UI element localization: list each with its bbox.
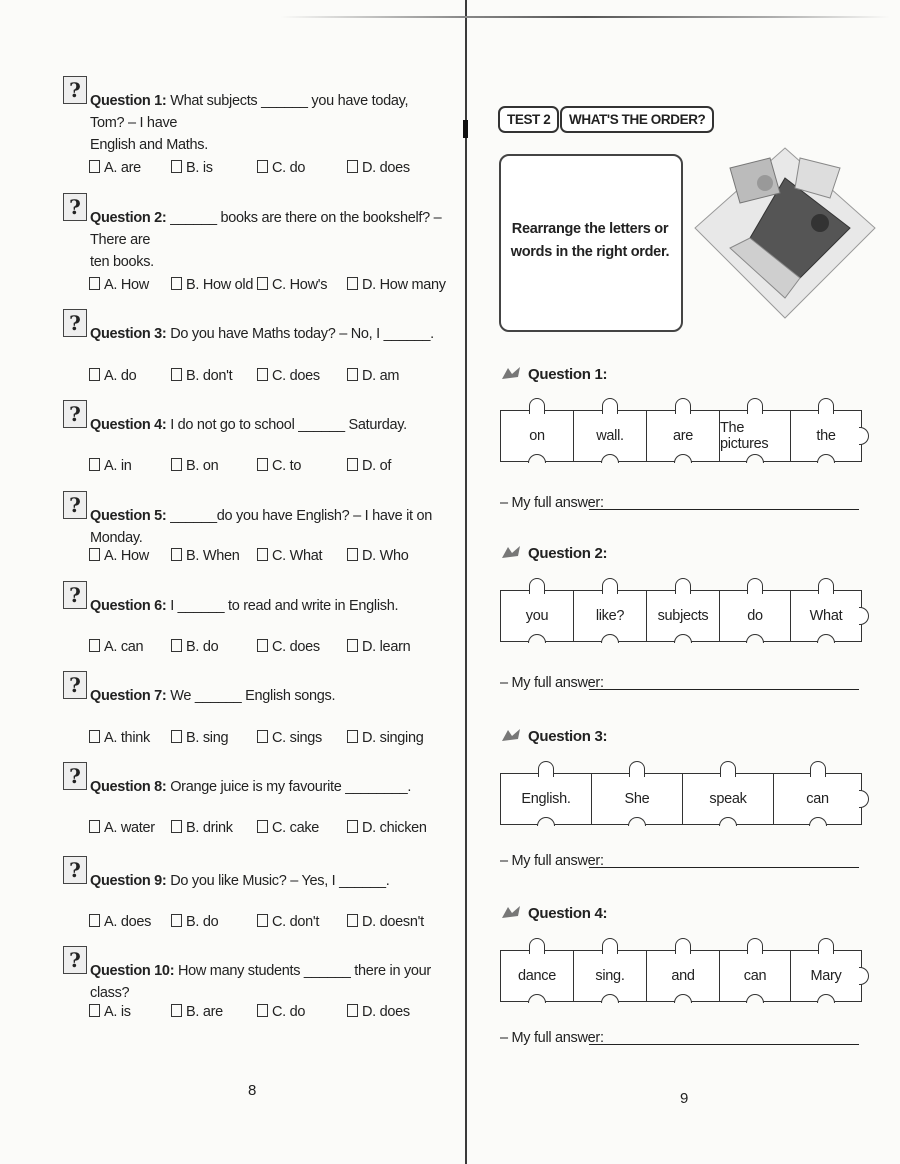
question-mark-icon: ? — [63, 671, 87, 699]
option-checkbox[interactable]: A. water — [89, 820, 155, 836]
question-10 — [63, 948, 443, 1004]
option-checkbox[interactable]: A. in — [89, 458, 132, 474]
puzzle-piece[interactable] — [573, 590, 647, 642]
instruction-line: words in the right order. — [510, 244, 670, 260]
puzzle-word: are — [672, 428, 694, 444]
puzzle-illustration-icon — [690, 138, 880, 328]
puzzle-word: can — [743, 968, 767, 984]
option-checkbox[interactable]: B. drink — [171, 820, 233, 836]
option-checkbox[interactable]: A. think — [89, 730, 150, 746]
option-checkbox[interactable]: C. How's — [257, 277, 327, 293]
option-checkbox[interactable]: C. to — [257, 458, 301, 474]
scan-edge-line — [280, 16, 890, 18]
option-checkbox[interactable]: A. How — [89, 277, 149, 293]
option-checkbox[interactable]: C. do — [257, 1004, 305, 1020]
question-7 — [63, 673, 443, 707]
option-checkbox[interactable]: A. does — [89, 914, 151, 930]
question-label: Question 2: — [528, 545, 608, 562]
puzzle-piece-icon — [500, 544, 524, 560]
puzzle-piece[interactable] — [573, 410, 647, 462]
question-text: I do not go to school ______ Saturday. — [170, 417, 407, 433]
question-text: Do you have Maths today? – No, I ______. — [170, 326, 434, 342]
puzzle-word: do — [747, 608, 763, 624]
option-checkbox[interactable]: B. How old — [171, 277, 253, 293]
question-4 — [63, 402, 443, 436]
question-mark-icon: ? — [63, 76, 87, 104]
puzzle-piece[interactable] — [646, 410, 720, 462]
puzzle-piece[interactable] — [500, 410, 574, 462]
answer-input[interactable] — [589, 1044, 859, 1045]
puzzle-piece[interactable] — [719, 410, 791, 462]
option-checkbox[interactable]: C. does — [257, 639, 320, 655]
option-checkbox[interactable]: C. does — [257, 368, 320, 384]
question-label: Question 1: — [90, 93, 167, 109]
option-checkbox[interactable]: D. does — [347, 160, 410, 176]
puzzle-word: What — [809, 608, 843, 624]
puzzle-word: She — [624, 791, 650, 807]
answer-line-1[interactable] — [500, 495, 604, 511]
puzzle-word: English. — [521, 791, 571, 807]
question-label: Question 7: — [90, 688, 167, 704]
question-label: Question 1: — [528, 366, 608, 383]
page-gutter — [465, 0, 467, 1164]
page-number: 9 — [680, 1090, 689, 1107]
puzzle-piece[interactable] — [773, 773, 862, 825]
answer-label: – My full answer: — [500, 495, 604, 511]
puzzle-piece-icon — [500, 727, 524, 743]
question-mark-icon: ? — [63, 856, 87, 884]
option-checkbox[interactable]: C. cake — [257, 820, 319, 836]
option-checkbox[interactable]: B. sing — [171, 730, 228, 746]
puzzle-question-4-title — [500, 904, 607, 922]
puzzle-word: the — [816, 428, 836, 444]
puzzle-word: can — [806, 791, 829, 807]
option-checkbox[interactable]: B. is — [171, 160, 213, 176]
question-2 — [63, 195, 443, 273]
puzzle-word: subjects — [657, 608, 709, 624]
puzzle-piece[interactable] — [790, 950, 862, 1002]
question-8 — [63, 764, 443, 798]
option-checkbox[interactable]: A. How — [89, 548, 149, 564]
puzzle-word: you — [525, 608, 549, 624]
question-text: How many students ______ there in your class? — [90, 963, 431, 1001]
question-label: Question 8: — [90, 779, 167, 795]
puzzle-piece[interactable] — [573, 950, 647, 1002]
puzzle-piece[interactable] — [719, 590, 791, 642]
question-label: Question 3: — [528, 728, 608, 745]
option-checkbox[interactable]: D. of — [347, 458, 391, 474]
instruction-text — [510, 218, 670, 264]
scan-mark — [463, 120, 468, 138]
question-label: Question 10: — [90, 963, 175, 979]
answer-input[interactable] — [589, 867, 859, 868]
option-checkbox[interactable]: C. sings — [257, 730, 322, 746]
puzzle-piece[interactable] — [790, 410, 862, 462]
answer-label: – My full answer: — [500, 853, 604, 869]
puzzle-piece[interactable] — [646, 950, 720, 1002]
puzzle-question-2-title — [500, 544, 607, 562]
puzzle-piece[interactable] — [591, 773, 683, 825]
option-checkbox[interactable]: B. on — [171, 458, 218, 474]
puzzle-word: The pictures — [720, 420, 769, 452]
question-text: Do you like Music? – Yes, I ______. — [170, 873, 390, 889]
question-text: I ______ to read and write in English. — [170, 598, 399, 614]
answer-label: – My full answer: — [500, 675, 604, 691]
question-text-continued: ten books. — [90, 254, 154, 270]
puzzle-piece-icon — [500, 365, 524, 381]
question-text: Orange juice is my favourite ________. — [170, 779, 412, 795]
puzzle-word: sing. — [595, 968, 625, 984]
answer-line-2[interactable] — [500, 675, 604, 691]
option-checkbox[interactable]: A. is — [89, 1004, 131, 1020]
question-label: Question 3: — [90, 326, 167, 342]
question-text: ______do you have English? – I have it on Monday. — [90, 508, 433, 546]
puzzle-piece-icon — [500, 904, 524, 920]
puzzle-piece[interactable] — [719, 950, 791, 1002]
puzzle-piece[interactable] — [500, 950, 574, 1002]
puzzle-piece[interactable] — [500, 773, 592, 825]
test-title-badge: WHAT'S THE ORDER? — [560, 106, 714, 133]
option-checkbox[interactable]: D. singing — [347, 730, 423, 746]
question-5 — [63, 493, 443, 549]
puzzle-piece[interactable] — [682, 773, 774, 825]
question-text: We ______ English songs. — [170, 688, 336, 704]
option-checkbox[interactable]: A. can — [89, 639, 143, 655]
puzzle-word: like? — [595, 608, 625, 624]
puzzle-word: and — [671, 968, 695, 984]
option-checkbox[interactable]: C. don't — [257, 914, 319, 930]
option-checkbox[interactable]: A. do — [89, 368, 136, 384]
question-label: Question 6: — [90, 598, 167, 614]
option-checkbox[interactable]: B. don't — [171, 368, 232, 384]
question-text: ______ books are there on the bookshelf? – There are — [90, 210, 442, 248]
option-checkbox[interactable]: D. does — [347, 1004, 410, 1020]
option-checkbox[interactable]: D. learn — [347, 639, 410, 655]
option-checkbox[interactable]: A. are — [89, 160, 141, 176]
answer-input[interactable] — [589, 509, 859, 510]
option-checkbox[interactable]: D. doesn't — [347, 914, 424, 930]
puzzle-piece[interactable] — [646, 590, 720, 642]
page-number: 8 — [248, 1082, 257, 1099]
option-checkbox[interactable]: D. Who — [347, 548, 409, 564]
instruction-line: Rearrange the letters or — [511, 221, 669, 237]
question-mark-icon: ? — [63, 762, 87, 790]
puzzle-word: wall. — [596, 428, 624, 444]
question-mark-icon: ? — [63, 193, 87, 221]
question-9 — [63, 858, 443, 892]
question-mark-icon: ? — [63, 309, 87, 337]
puzzle-word: Mary — [810, 968, 842, 984]
option-checkbox[interactable]: D. How many — [347, 277, 446, 293]
puzzle-piece[interactable] — [790, 590, 862, 642]
puzzle-question-3-title — [500, 727, 607, 745]
answer-line-4[interactable] — [500, 1030, 604, 1046]
option-checkbox[interactable]: B. do — [171, 914, 218, 930]
option-checkbox[interactable]: D. am — [347, 368, 399, 384]
puzzle-question-1-title — [500, 365, 607, 383]
puzzle-word: dance — [517, 968, 556, 984]
option-checkbox[interactable]: B. are — [171, 1004, 223, 1020]
question-label: Question 2: — [90, 210, 167, 226]
puzzle-word: on — [529, 428, 545, 444]
option-checkbox[interactable]: C. What — [257, 548, 322, 564]
question-label: Question 5: — [90, 508, 167, 524]
option-checkbox[interactable]: B. do — [171, 639, 218, 655]
option-checkbox[interactable]: D. chicken — [347, 820, 427, 836]
puzzle-word: speak — [709, 791, 747, 807]
option-checkbox[interactable]: B. When — [171, 548, 240, 564]
question-3 — [63, 311, 443, 345]
question-mark-icon: ? — [63, 491, 87, 519]
question-mark-icon: ? — [63, 946, 87, 974]
question-label: Question 9: — [90, 873, 167, 889]
option-checkbox[interactable]: C. do — [257, 160, 305, 176]
answer-label: – My full answer: — [500, 1030, 604, 1046]
question-text-continued: English and Maths. — [90, 137, 208, 153]
question-1 — [63, 78, 443, 156]
question-label: Question 4: — [90, 417, 167, 433]
answer-input[interactable] — [589, 689, 859, 690]
question-mark-icon: ? — [63, 400, 87, 428]
puzzle-piece[interactable] — [500, 590, 574, 642]
question-text: What subjects ______ you have today, Tom? – I have — [90, 93, 409, 131]
question-label: Question 4: — [528, 905, 608, 922]
answer-line-3[interactable] — [500, 853, 604, 869]
question-mark-icon: ? — [63, 581, 87, 609]
question-6 — [63, 583, 443, 617]
test-label-badge: TEST 2 — [498, 106, 559, 133]
